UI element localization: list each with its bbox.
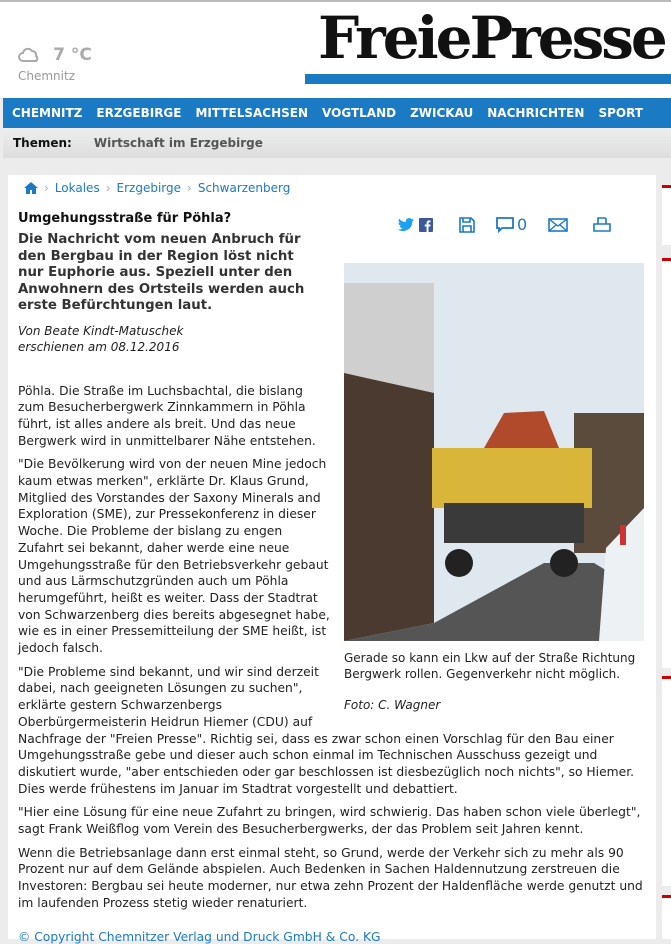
temperature: 7 °C [53,44,92,65]
print-icon[interactable] [593,217,611,233]
comment-count[interactable]: 0 [517,215,528,234]
chevron-right-icon: › [44,181,49,195]
paragraph: "Hier eine Lösung für eine neue Zufahrt zu bringen, wird schwierig. Das haben schon viele überlegt", sagt Frank Weißflog vom Verein des Besucherbergwerks, der das Problem seit Jahren kennt. [18,805,641,837]
nav-chemnitz[interactable]: CHEMNITZ [12,106,83,120]
paragraph: "Die Probleme sind bekannt, und wir sind derzeit dabei, nach geeigneten Lösungen zu suchen", erklärte gestern Schwarzenbergs Oberbürgermeisterin Heidrun Hiemer (CDU) auf Nachfrage der "Freien Presse". Richtig sei, dass es zwar schon einen Vorschlag für den Bau einer Umgehungsstraße gebe und dieser auch schon einmal im Technischen Ausschuss gezeigt und diskutiert wurde, "aber entschieden oder gar beschlossen ist diesbezüglich noch nichts", so Hiemer. Dies werde frühestens im Januar im Stadtrat vorgestellt und debattiert. [18,664,635,796]
byline [18,323,323,355]
themen-link[interactable]: Wirtschaft im Erzgebirge [93,136,263,150]
twitter-icon[interactable] [398,218,414,231]
mail-icon[interactable] [548,218,568,232]
facebook-icon[interactable] [419,218,433,232]
comment-icon[interactable] [496,217,514,233]
nav-vogtland[interactable]: VOGTLAND [322,106,397,120]
main-nav [3,98,671,128]
publish-date: erschienen am 08.12.2016 [18,339,180,354]
weather-widget[interactable] [18,44,92,83]
themen-label: Themen: [13,136,72,150]
cloud-icon [18,47,40,63]
photo-credit: Foto: C. Wagner [344,697,441,712]
article-title: Umgehungsstraße für Pöhla? [18,211,232,226]
sidebar-box [662,185,671,245]
nav-mittelsachsen[interactable]: MITTELSACHSEN [195,106,309,120]
nav-erzgebirge[interactable]: ERZGEBIRGE [96,106,182,120]
paragraph: "Die Bevölkerung wird von der neuen Mine jedoch kaum etwas merken", erklärte Dr. Klaus Grund, Mitglied des Vorstandes der Saxony Minerals and Exploration (SME), zur Pressekonferenz in dieser Woche. Die Probleme der bislang zu engen Zufahrt sei bekannt, daher werde eine neue Umgehungsstraße für den Betriebsverkehr gebaut und aus Lärmschutzgründen auch um Pöhla herumgeführt, heißt es weiter. Dass der Stadtrat von Schwarzenberg dies bereits abgesegnet habe, wie es in einer Pressemitteilung der SME heißt, ist jedoch falsch. [18,457,330,656]
nav-zwickau[interactable]: ZWICKAU [410,106,474,120]
author: Von Beate Kindt-Matuschek [18,323,184,338]
site-header [0,0,671,98]
copyright-link[interactable]: © Copyright Chemnitzer Verlag und Druck GmbH & Co. KG [18,929,381,944]
nav-sport[interactable]: SPORT [598,106,643,120]
weather-city: Chemnitz [18,68,75,83]
breadcrumb [18,181,646,195]
nav-nachrichten[interactable]: NACHRICHTEN [487,106,585,120]
save-icon[interactable] [459,217,475,233]
sidebar-box [662,258,671,668]
themen-bar [3,128,671,158]
article-photo[interactable] [344,263,644,641]
article-figure [344,263,644,712]
chevron-right-icon: › [105,181,111,195]
article-toolbar [398,215,611,234]
article-lede: Die Nachricht vom neuen Anbruch für den Bergbau in der Region löst nicht nur Euphorie aus. Speziell unter den Anwohnern des Ortsteils werden auch erste Befürchtungen laut. [18,232,305,313]
breadcrumb-lokales[interactable]: Lokales [54,181,100,195]
logo[interactable]: FreiePresse [318,4,665,72]
breadcrumb-erzgebirge[interactable]: Erzgebirge [116,181,182,195]
paragraph: Pöhla. Die Straße im Luchsbachtal, die bislang zum Besucherbergwerk Zinnkammern in Pöhla führt, ist alles andere als breit. Und das neue Bergwerk wird in unmittelbarer Nähe entstehen. [18,383,316,448]
paragraph: Wenn die Betriebsanlage dann erst einmal steht, so Grund, werde der Verkehr sich zu mehr als 90 Prozent nur auf dem Gelände abspielen. Auch Bedenken in Sachen Haldennutzung zerstreuen die Investoren: Bergbau sei heute moderner, nur etwa zehn Prozent der Haldenfläche werde genutzt und im laufenden Prozess stetig wieder renaturiert. [18,845,643,910]
home-icon[interactable] [24,182,38,194]
photo-caption: Gerade so kann ein Lkw auf der Straße Richtung Bergwerk rollen. Gegenverkehr nicht möglich. [344,650,636,681]
sidebar-box [662,895,671,939]
chevron-right-icon: › [187,181,192,195]
breadcrumb-schwarzenberg[interactable]: Schwarzenberg [197,181,291,195]
sidebar-box [662,676,671,886]
logo-bar [305,74,671,84]
article [8,175,656,944]
